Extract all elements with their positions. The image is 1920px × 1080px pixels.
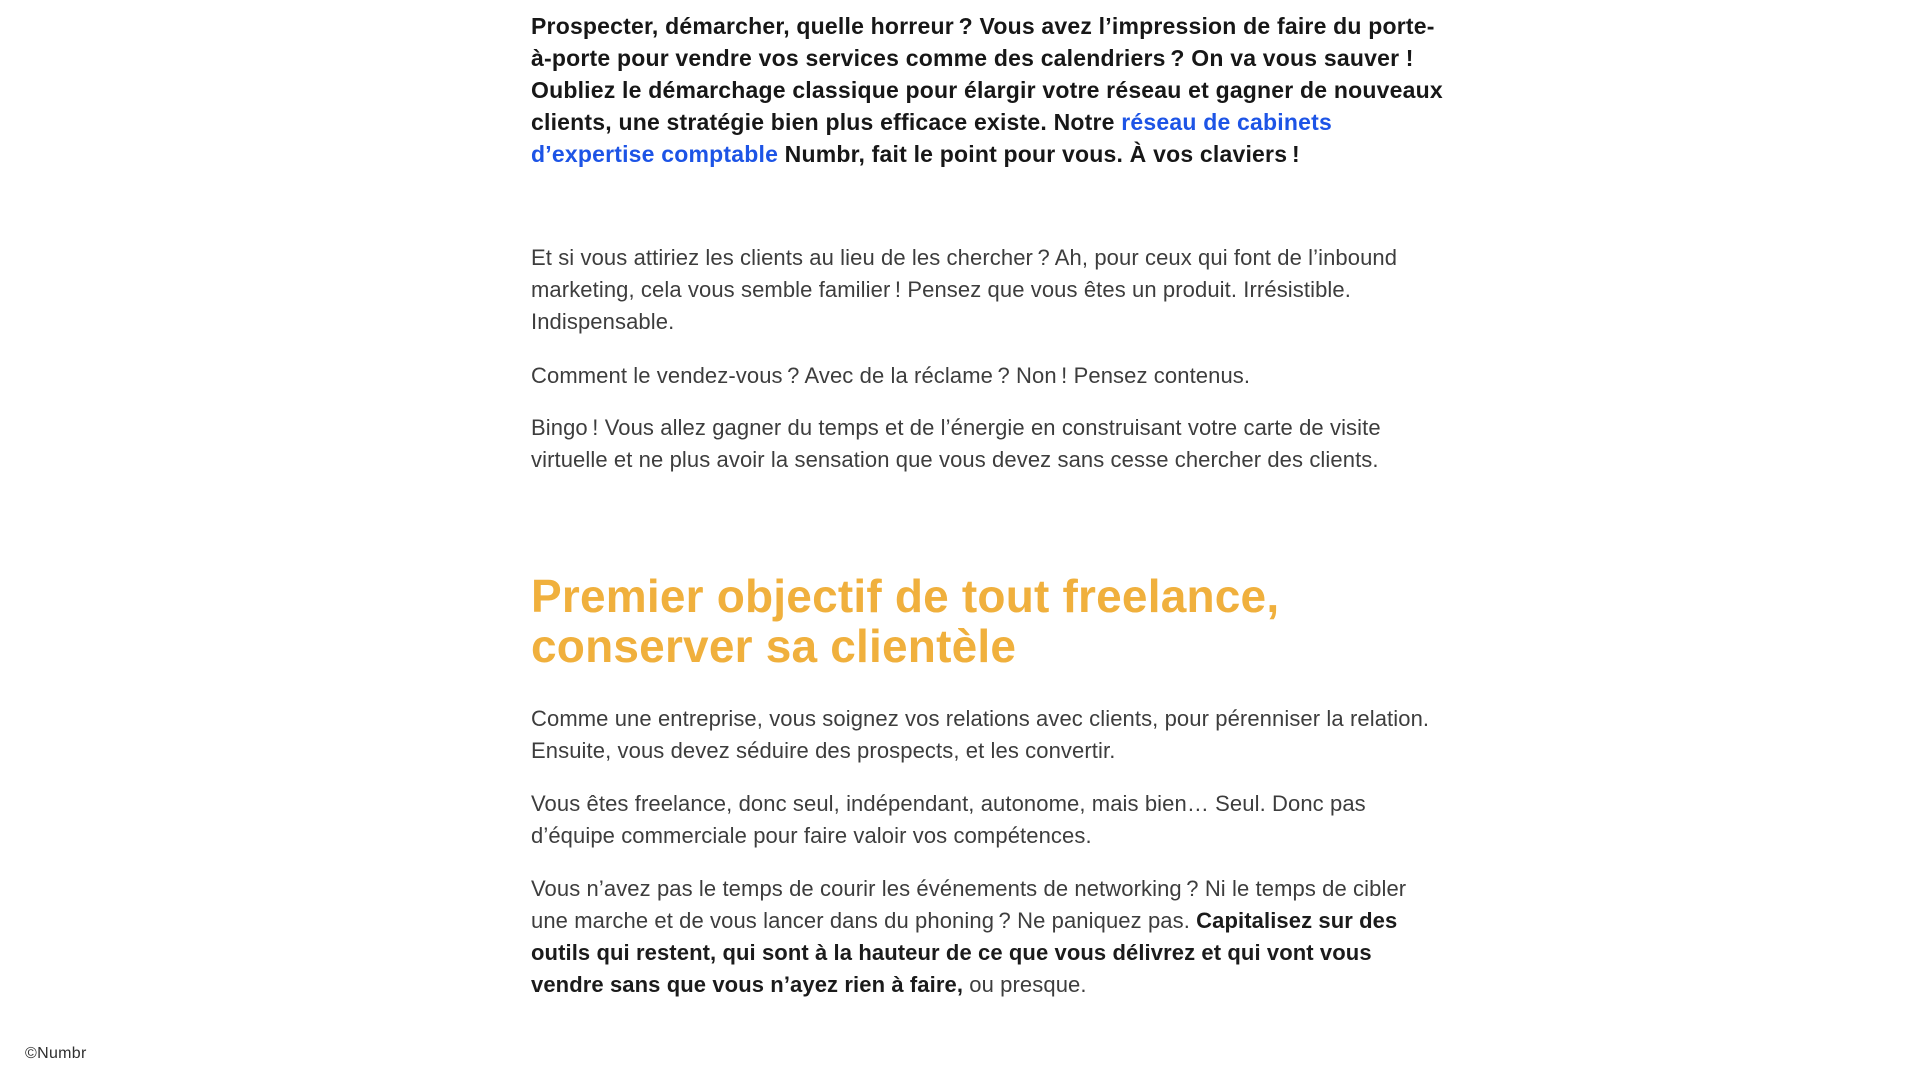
section-heading: Premier objectif de tout freelance, conserver sa clientèle bbox=[531, 570, 1280, 672]
intro-text-before-link: Prospecter, démarcher, quelle horreur ? Vous avez l’impression de faire du porte-à-porte pour vendre vos services comme des calendriers ? On va vous sauver ! Oubliez le démarchage classique pour élargir votre réseau et gagner de nouveaux clients, une stratégie bien plus efficace existe. Notre bbox=[531, 13, 1443, 135]
closing-text-end: ou presque. bbox=[963, 972, 1087, 997]
article-body bbox=[531, 0, 1443, 1001]
intro-text-after-link: Numbr, fait le point pour vous. À vos claviers ! bbox=[778, 141, 1300, 167]
paragraph-closing bbox=[531, 873, 1443, 1001]
paragraph-freelance-alone: Vous êtes freelance, donc seul, indépendant, autonome, mais bien… Seul. Donc pas d’équipe commerciale pour faire valoir vos compétences. bbox=[531, 791, 1366, 848]
paragraph-bingo: Bingo ! Vous allez gagner du temps et de l’énergie en construisant votre carte de visite virtuelle et ne plus avoir la sensation que vous devez sans cesse chercher des clients. bbox=[531, 415, 1381, 472]
paragraph-how-to-sell: Comment le vendez-vous ? Avec de la réclame ? Non ! Pensez contenus. bbox=[531, 363, 1251, 388]
image-credit: ©Numbr bbox=[25, 1045, 87, 1062]
paragraph-like-a-company: Comme une entreprise, vous soignez vos relations avec clients, pour pérenniser la relation. Ensuite, vous devez séduire des prospects, et les convertir. bbox=[531, 706, 1430, 763]
closing-bold-text: Capitalisez sur des outils qui restent, qui sont à la hauteur de ce que vous délivrez et qui vont vous vendre sans que vous n’ayez rien à faire, bbox=[531, 908, 1398, 997]
closing-text-start: Vous n’avez pas le temps de courir les événements de networking ? Ni le temps de cibler une marche et de vous lancer dans du phoning ? Ne paniquez pas. bbox=[531, 876, 1407, 933]
expertise-network-link[interactable]: réseau de cabinets d’expertise comptable bbox=[531, 109, 1332, 167]
paragraph-attract-clients: Et si vous attiriez les clients au lieu de les chercher ? Ah, pour ceux qui font de l’inbound marketing, cela vous semble familier ! Pensez que vous êtes un produit. Irrésistible. Indispensable. bbox=[531, 245, 1398, 334]
intro-paragraph bbox=[531, 10, 1443, 170]
